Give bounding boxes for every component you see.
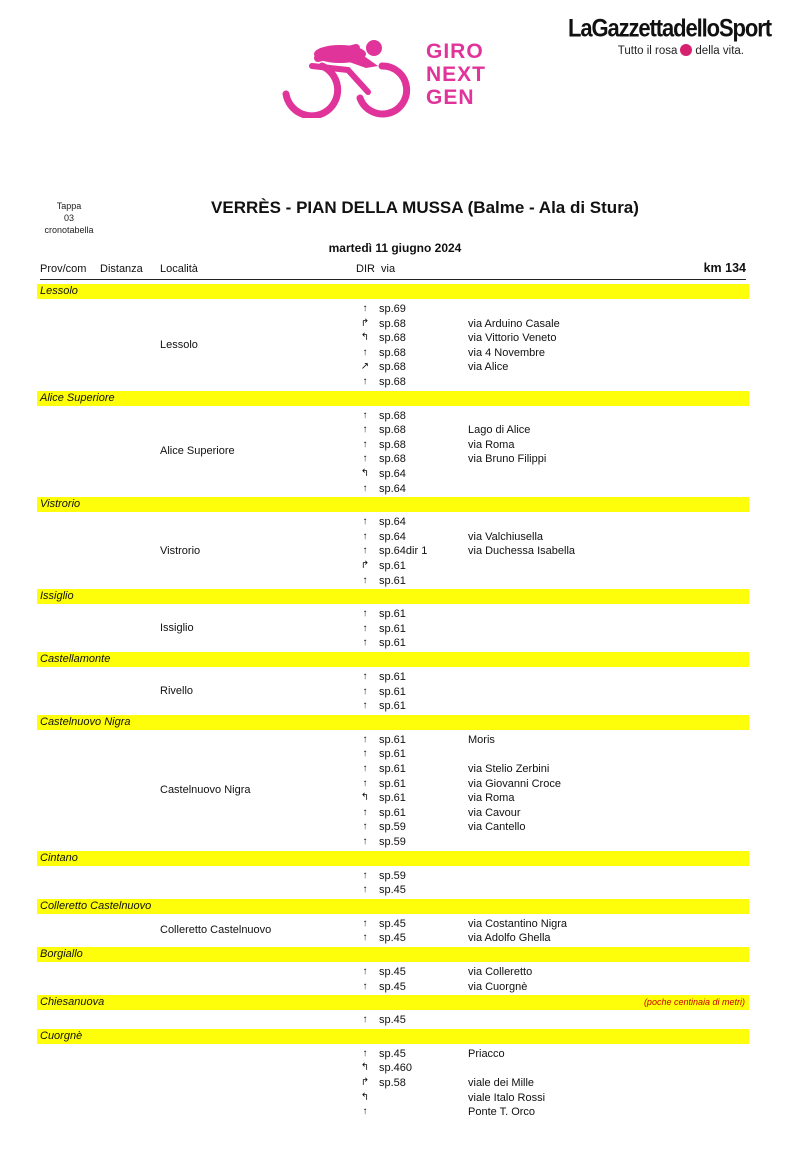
street-name: via Cuorgnè (468, 980, 528, 993)
street-name: via Vittorio Veneto (468, 332, 557, 345)
street-name: via Duchessa Isabella (468, 545, 576, 558)
gazzetta-title: LaGazzettadelloSport (568, 14, 771, 42)
road-code: sp.61 (379, 637, 406, 650)
section-name: Vistrorio (40, 498, 81, 511)
road-code: sp.61 (379, 685, 406, 698)
section-note: (poche centinaia di metri) (643, 997, 745, 1008)
route-row (0, 670, 800, 685)
localita-label: Issiglio (160, 622, 194, 635)
direction-up-icon: ↑ (362, 622, 368, 634)
route-row (0, 791, 800, 806)
direction-up-icon: ↑ (362, 917, 368, 929)
section-name: Castellamonte (40, 653, 111, 665)
direction-left-icon: ↰ (360, 468, 370, 479)
road-code: sp.68 (379, 376, 406, 388)
direction-up-icon: ↑ (362, 884, 368, 896)
direction-up-right-icon: ↗ (360, 361, 370, 373)
street-name: via Roma (468, 792, 515, 805)
gazzetta-tag-after: della vita. (695, 45, 744, 57)
direction-left-icon: ↰ (360, 332, 370, 344)
road-code: sp.68 (379, 453, 406, 466)
logo-line-next: NEXT (426, 63, 487, 86)
road-code: sp.59 (379, 836, 406, 848)
section-name: Lessolo (40, 285, 78, 297)
street-name: Ponte T. Orco (468, 1106, 536, 1119)
road-code: sp.59 (379, 821, 406, 834)
road-code: sp.61 (379, 806, 406, 819)
direction-up-icon: ↑ (362, 806, 368, 818)
direction-left-icon: ↰ (360, 792, 370, 804)
road-code: sp.61 (379, 763, 406, 775)
route-row (0, 777, 800, 792)
route-row (0, 559, 800, 574)
street-name: via Roma (468, 438, 515, 451)
street-name: viale dei Mille (468, 1077, 535, 1089)
road-code: sp.45 (379, 966, 406, 978)
direction-up-icon: ↑ (362, 1047, 368, 1059)
direction-up-icon: ↑ (362, 545, 368, 557)
road-code: sp.64 (379, 482, 406, 495)
route-row (0, 762, 800, 777)
route-row (0, 622, 800, 637)
road-code: sp.68 (379, 346, 406, 359)
col-distanza: Distanza (100, 263, 143, 275)
section-name: Cintano (40, 851, 78, 864)
road-code: sp.45 (379, 917, 406, 930)
road-code: sp.61 (379, 733, 406, 746)
route-row (0, 375, 800, 390)
direction-up-icon: ↑ (362, 966, 368, 977)
route-row (0, 883, 800, 898)
route-row (0, 747, 800, 762)
route-row (0, 1061, 800, 1076)
street-name: via Cavour (468, 806, 521, 819)
road-code: sp.61 (379, 560, 406, 572)
stage-type: cronotabella (44, 225, 94, 235)
section-name: Colleretto Castelnuovo (40, 899, 152, 912)
street-name: via Costantino Nigra (468, 917, 568, 930)
road-code: sp.64 (379, 468, 406, 480)
road-code: sp.61 (379, 608, 406, 621)
road-code: sp.69 (379, 303, 406, 315)
road-code: sp.59 (379, 869, 406, 882)
route-row (0, 917, 800, 932)
direction-up-icon: ↑ (362, 836, 368, 847)
direction-right-icon: ↱ (360, 560, 370, 571)
direction-up-icon: ↑ (362, 409, 368, 421)
direction-up-icon: ↑ (362, 748, 368, 760)
route-row (0, 423, 800, 438)
route-row (0, 482, 800, 497)
direction-up-icon: ↑ (362, 424, 368, 436)
direction-up-icon: ↑ (362, 438, 368, 450)
localita-label: Castelnuovo Nigra (160, 784, 251, 797)
logo-line-giro: GIRO (426, 40, 484, 63)
stage-date: martedì 11 giugno 2024 (328, 241, 462, 255)
road-code: sp.68 (379, 361, 406, 374)
road-code: sp.61 (379, 574, 406, 587)
road-code: sp.68 (379, 438, 406, 451)
total-distance: km 134 (703, 261, 746, 275)
road-code: sp.58 (379, 1077, 406, 1089)
route-row (0, 820, 800, 835)
direction-up-icon: ↑ (362, 516, 368, 528)
street-name: via Arduino Casale (468, 317, 560, 330)
street-name: via Bruno Filippi (468, 453, 547, 466)
route-row (0, 636, 800, 651)
direction-up-icon: ↑ (362, 574, 368, 586)
street-name: via Cantello (468, 821, 526, 834)
localita-label: Lessolo (160, 338, 198, 351)
section-name: Castelnuovo Nigra (40, 715, 131, 728)
direction-up-icon: ↑ (362, 608, 368, 620)
direction-up-icon: ↑ (362, 346, 368, 358)
route-row (0, 346, 800, 361)
street-name: via Adolfo Ghella (468, 932, 551, 945)
route-row (0, 574, 800, 589)
direction-up-icon: ↑ (362, 869, 368, 881)
logo-line-gen: GEN (426, 86, 475, 109)
street-name: viale Italo Rossi (468, 1091, 546, 1104)
direction-up-icon: ↑ (362, 763, 368, 774)
route-row (0, 685, 800, 700)
route-row (0, 1091, 800, 1106)
section-band (37, 284, 749, 299)
direction-left-icon: ↰ (360, 1091, 370, 1103)
street-name: via Giovanni Croce (468, 777, 561, 790)
direction-up-icon: ↑ (362, 1106, 368, 1118)
stage-label: Tappa (56, 201, 82, 211)
route-row (0, 835, 800, 850)
direction-up-icon: ↑ (362, 821, 368, 833)
route-row (0, 965, 800, 980)
route-row (0, 1105, 800, 1120)
localita-label: Alice Superiore (160, 445, 235, 458)
route-row (0, 515, 800, 530)
street-name: via 4 Novembre (468, 346, 546, 359)
route-row (0, 699, 800, 714)
street-name: Priacco (468, 1047, 505, 1060)
direction-up-icon: ↑ (362, 303, 368, 314)
direction-up-icon: ↑ (362, 637, 368, 649)
col-provcom: Prov/com (40, 263, 87, 275)
route-row (0, 1047, 800, 1062)
road-code: sp.61 (379, 622, 406, 635)
street-name: via Alice (468, 361, 509, 374)
road-code: sp.45 (379, 980, 406, 993)
route-row (0, 331, 800, 346)
route-row (0, 1013, 800, 1028)
section-name: Issiglio (40, 590, 74, 603)
direction-up-icon: ↑ (362, 733, 368, 745)
road-code: sp.61 (379, 700, 406, 713)
route-row (0, 806, 800, 821)
section-name: Alice Superiore (40, 391, 115, 404)
direction-up-icon: ↑ (362, 671, 368, 682)
route-row (0, 869, 800, 884)
col-dir-via: DIR via (356, 263, 396, 275)
route-row (0, 733, 800, 748)
road-code: sp.61 (379, 671, 406, 683)
road-code: sp.61 (379, 748, 406, 761)
road-code: sp.68 (379, 317, 406, 330)
route-row (0, 530, 800, 545)
route-row (0, 360, 800, 375)
road-code: sp.68 (379, 424, 406, 437)
road-code: sp.45 (379, 932, 406, 945)
road-code: sp.64 (379, 530, 406, 543)
direction-left-icon: ↰ (360, 1062, 370, 1074)
route-row (0, 438, 800, 453)
section-name: Chiesanuova (40, 996, 105, 1009)
road-code: sp.68 (379, 409, 406, 422)
section-band (37, 715, 749, 730)
direction-up-icon: ↑ (362, 1014, 368, 1026)
section-name: Borgiallo (40, 948, 83, 960)
stage-number: 03 (63, 213, 74, 223)
localita-label: Vistrorio (160, 544, 201, 557)
col-localita: Località (160, 263, 198, 275)
route-row (0, 1076, 800, 1091)
section-band (37, 1029, 749, 1044)
road-code: sp.45 (379, 884, 406, 897)
direction-right-icon: ↱ (360, 1077, 370, 1088)
road-code: sp.68 (379, 332, 406, 345)
road-code: sp.460 (379, 1062, 413, 1075)
road-code: sp.61 (379, 777, 406, 790)
street-name: Lago di Alice (468, 424, 531, 437)
road-code: sp.45 (379, 1047, 406, 1060)
street-name: Moris (468, 733, 495, 746)
road-code: sp.45 (379, 1014, 406, 1027)
localita-label: Rivello (160, 684, 194, 697)
road-code: sp.64dir 1 (379, 545, 428, 558)
section-name: Cuorgnè (40, 1029, 83, 1042)
road-code: sp.64 (379, 516, 406, 529)
stage-title: VERRÈS - PIAN DELLA MUSSA (Balme - Ala di Stura) (211, 198, 639, 217)
direction-up-icon: ↑ (362, 980, 368, 992)
route-row (0, 607, 800, 622)
direction-up-icon: ↑ (362, 453, 368, 465)
localita-label: Colleretto Castelnuovo (160, 924, 272, 937)
direction-up-icon: ↑ (362, 777, 368, 789)
route-row (0, 931, 800, 946)
section-band (37, 497, 749, 512)
route-row (0, 409, 800, 424)
road-code: sp.61 (379, 792, 406, 805)
section-band (37, 851, 749, 866)
route-row (0, 544, 800, 559)
direction-up-icon: ↑ (362, 530, 368, 542)
street-name: via Stelio Zerbini (468, 763, 550, 775)
direction-up-icon: ↑ (362, 685, 368, 697)
street-name: via Colleretto (468, 966, 533, 978)
section-band (37, 947, 749, 962)
route-row (0, 467, 800, 482)
section-band (37, 899, 749, 914)
gazzetta-tag-before: Tutto il rosa (617, 45, 678, 57)
section-band (37, 391, 749, 406)
street-name: via Valchiusella (468, 530, 544, 543)
section-band (37, 995, 749, 1010)
direction-up-icon: ↑ (362, 482, 368, 494)
direction-right-icon: ↱ (360, 317, 370, 329)
route-row (0, 302, 800, 317)
route-row (0, 317, 800, 332)
route-row (0, 452, 800, 467)
direction-up-icon: ↑ (362, 376, 368, 387)
direction-up-icon: ↑ (362, 700, 368, 712)
direction-up-icon: ↑ (362, 932, 368, 944)
section-band (37, 589, 749, 604)
section-band (37, 652, 749, 667)
route-row (0, 980, 800, 995)
